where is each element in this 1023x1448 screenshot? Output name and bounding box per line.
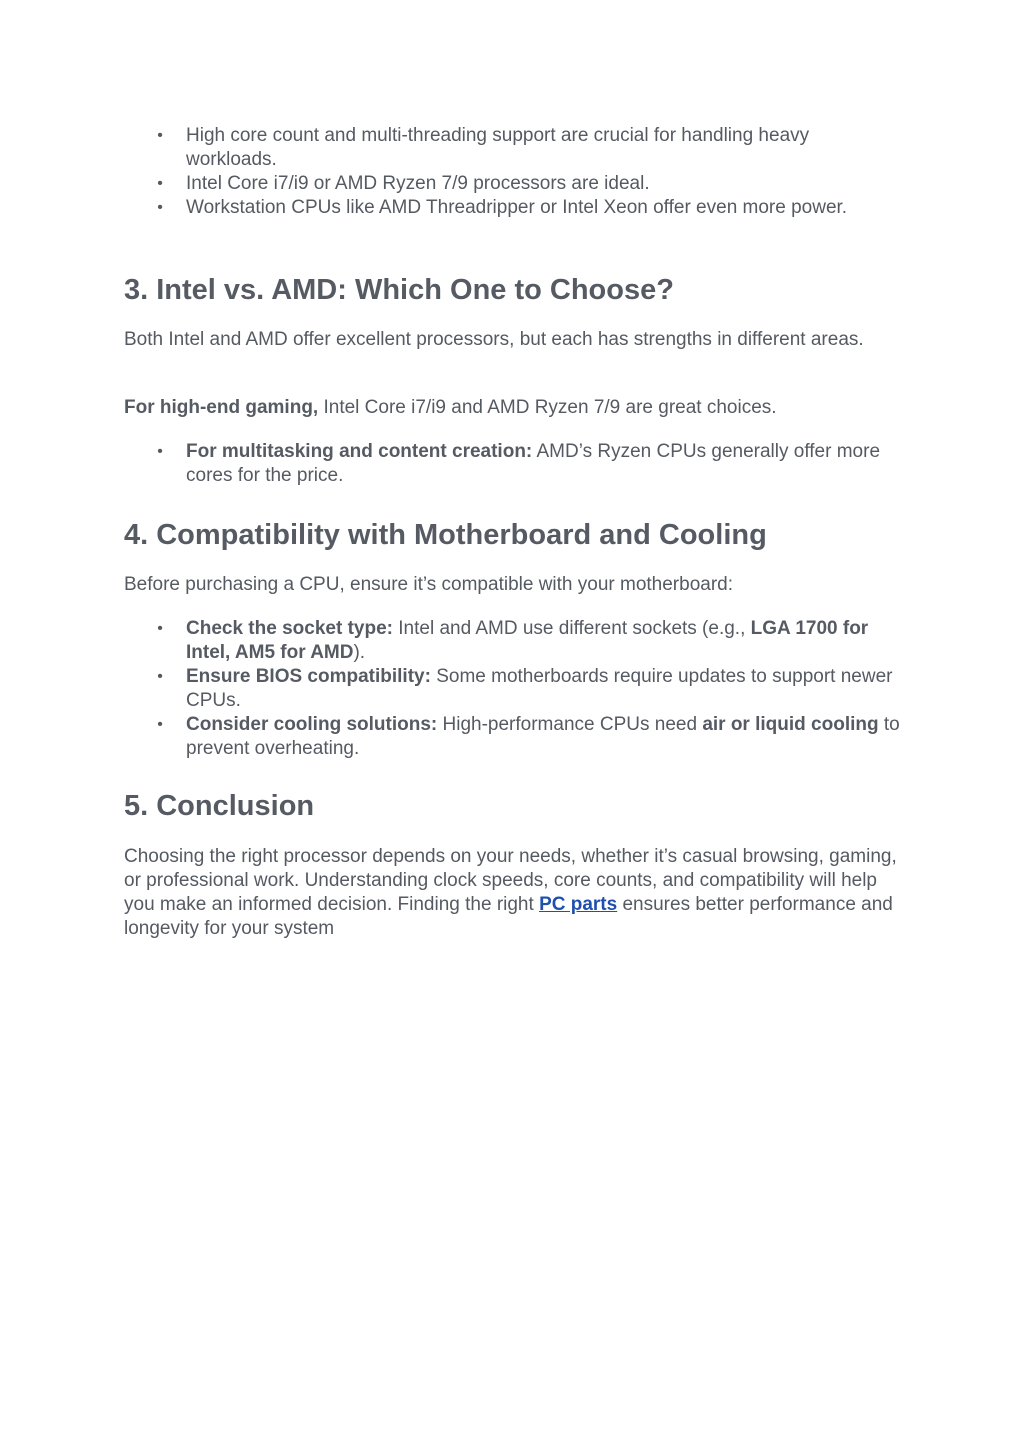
bullet-icon: • — [157, 175, 163, 192]
list-item: • For multitasking and content creation: AMD’s Ryzen CPUs generally offer more cores for the price. — [154, 440, 904, 488]
section-heading-intel-vs-amd: 3. Intel vs. AMD: Which One to Choose? — [124, 274, 674, 306]
bullet-icon: • — [157, 668, 163, 685]
conclusion-paragraph: Choosing the right processor depends on your needs, whether it’s casual browsing, gaming, or professional work. Understanding clock speeds, core counts, and compatibility will help you make an informed decision. Finding the right PC parts ensures better performance and longevity for your system — [124, 846, 897, 939]
gaming-paragraph: For high-end gaming, Intel Core i7/i9 and AMD Ryzen 7/9 are great choices. — [124, 397, 777, 418]
cpu-requirements-list — [154, 124, 904, 220]
list-item: • Check the socket type: Intel and AMD use different sockets (e.g., LGA 1700 for Intel, AM5 for AMD). — [154, 617, 904, 665]
bullet-icon: • — [157, 716, 163, 733]
section4-intro: Before purchasing a CPU, ensure it’s compatible with your motherboard: — [124, 574, 734, 595]
bullet-icon: • — [157, 620, 163, 637]
bullet-icon: • — [157, 127, 163, 144]
list-item: • High core count and multi-threading support are crucial for handling heavy workloads. — [154, 124, 904, 172]
bullet-icon: • — [157, 443, 163, 460]
multitasking-list — [154, 440, 904, 488]
pc-parts-link[interactable]: PC parts — [539, 894, 618, 915]
section-heading-compatibility: 4. Compatibility with Motherboard and Cooling — [124, 519, 767, 551]
compatibility-list — [154, 617, 904, 761]
list-item: • Ensure BIOS compatibility: Some motherboards require updates to support newer CPUs. — [154, 665, 904, 713]
section-heading-conclusion: 5. Conclusion — [124, 790, 315, 822]
list-item: • Consider cooling solutions: High-performance CPUs need air or liquid cooling to prevent overheating. — [154, 713, 904, 761]
gaming-label: For high-end gaming, — [124, 397, 319, 418]
bullet-icon: • — [157, 199, 163, 216]
list-item: • Workstation CPUs like AMD Threadripper or Intel Xeon offer even more power. — [154, 196, 904, 220]
section3-intro: Both Intel and AMD offer excellent processors, but each has strengths in different areas. — [124, 329, 864, 350]
list-item: • Intel Core i7/i9 or AMD Ryzen 7/9 processors are ideal. — [154, 172, 904, 196]
